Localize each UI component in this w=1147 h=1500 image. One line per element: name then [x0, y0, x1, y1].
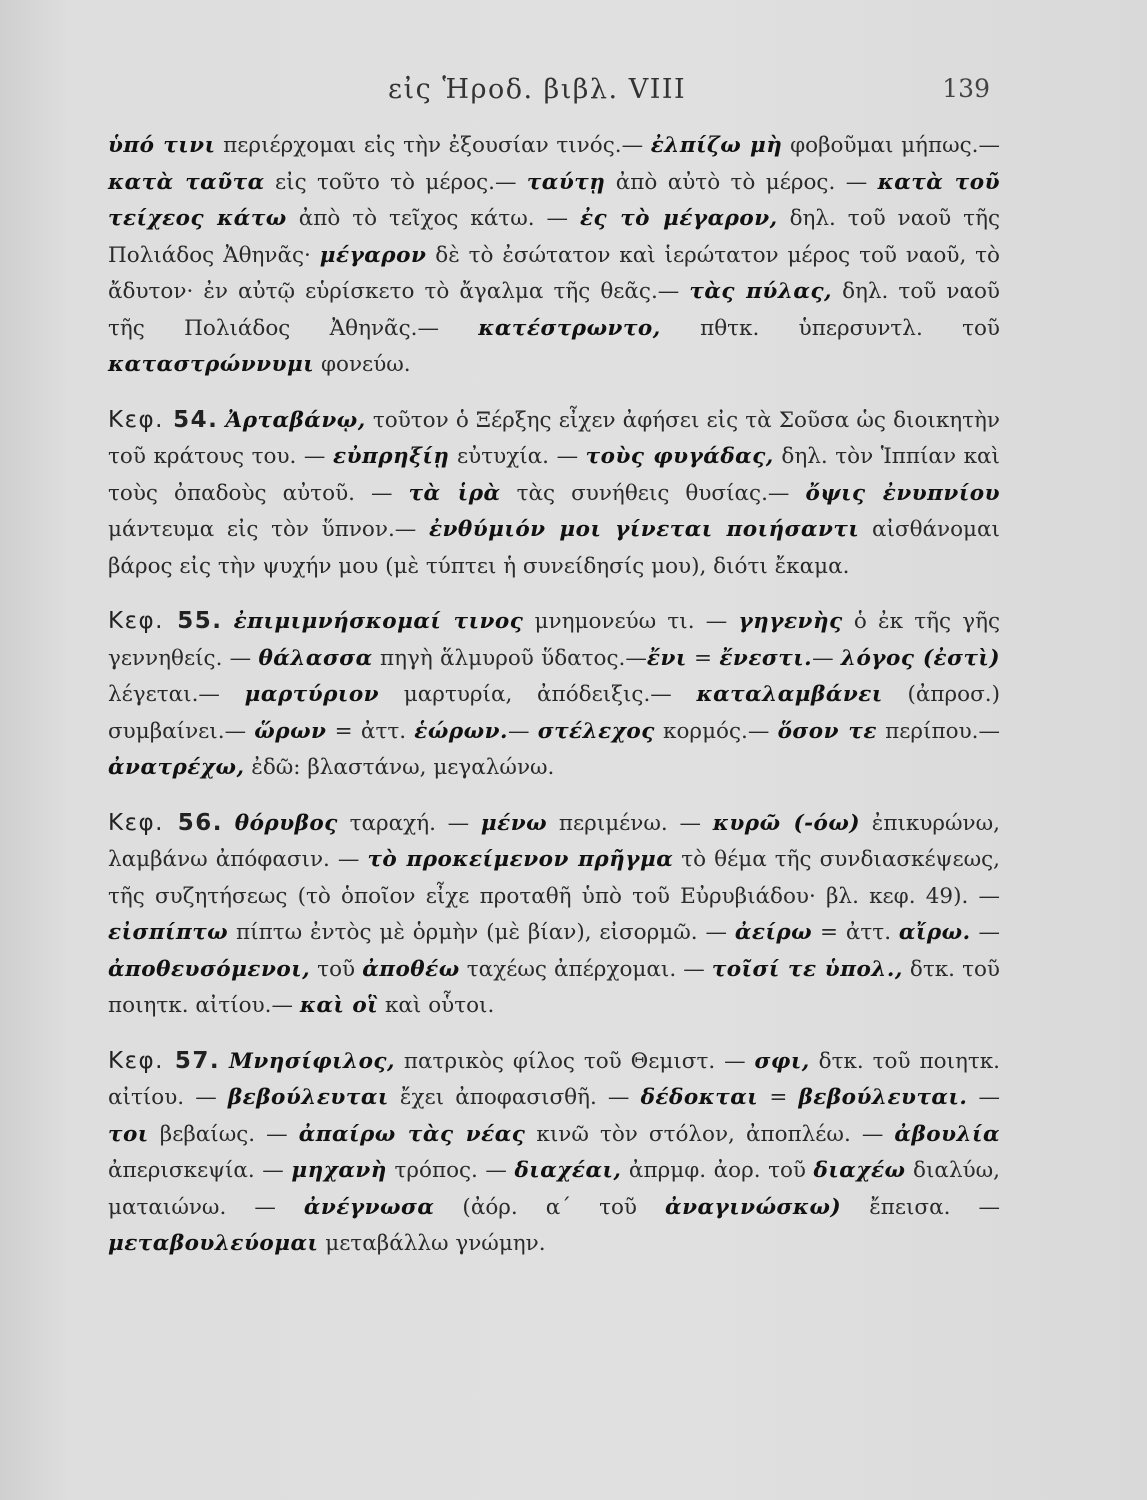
lemma: κατέστρωντο, — [478, 315, 661, 341]
lemma: θάλασσα — [258, 645, 373, 671]
lemma: ὄψις ἐνυπνίου — [805, 480, 1000, 506]
gloss: εἰς τοῦτο τὸ μέρος.— — [264, 169, 527, 195]
lemma: θόρυβος — [234, 810, 338, 836]
gloss: ἀπερισκεψία. — — [108, 1158, 292, 1183]
gloss: τὰς συνήθεις θυσίας.— — [500, 480, 806, 506]
lemma: ταύτῃ — [526, 169, 606, 195]
gloss: τρόπος. — — [386, 1158, 515, 1183]
gloss: ἔπεισα. — — [841, 1194, 1000, 1220]
chapter-word: Κεφ. — [108, 809, 164, 836]
lemma: μέγαρον — [319, 242, 427, 268]
chapter-word: Κεφ. — [108, 406, 164, 433]
gloss: — — [967, 1085, 1000, 1110]
chapter-number: 56. — [177, 809, 223, 836]
lemma: σφι, — [754, 1048, 810, 1074]
gloss: φονεύω. — [314, 352, 411, 377]
chapter-label — [108, 1048, 220, 1074]
page-number: 139 — [942, 74, 990, 103]
lemma: τὰς πύλας, — [689, 279, 833, 304]
gloss: πατρικὸς φίλος τοῦ Θεμιστ. — — [395, 1048, 755, 1074]
lemma: διαχέαι, — [514, 1158, 622, 1183]
lemma: κατὰ τοῦ τείχεος κάτω — [108, 169, 1001, 231]
intro-paragraph — [108, 128, 1000, 384]
gloss: βεβαίως. — — [148, 1121, 299, 1147]
gloss: περιμένω. — — [547, 810, 713, 836]
lemma: τοι — [108, 1121, 149, 1147]
gloss: διαλύω, ματαιώνω. — — [108, 1158, 1001, 1220]
gloss: ταραχή. — — [337, 810, 481, 836]
lemma: διαχέω — [813, 1158, 906, 1183]
gloss: κορμός.— — [654, 718, 778, 744]
gloss: πίπτω ἐντὸς μὲ ὁρμὴν (μὲ βίαν), εἰσορμῶ. — — [228, 920, 735, 945]
gloss: — — [508, 718, 538, 744]
gloss: αἰσθάνομαι βάρος εἰς τὴν ψυχήν μου (μὲ τύπτει ἡ συνείδησίς μου), διότι ἔκαμα. — [108, 517, 1000, 579]
running-title: εἰς Ἡροδ. βιβλ. VIII — [388, 74, 687, 105]
lemma: λόγος (ἐστὶ) — [840, 645, 1000, 671]
lemma: ἔνεστι. — [719, 645, 813, 671]
lemma: Ἀρταβάνῳ, — [225, 407, 366, 433]
page-body — [108, 128, 1000, 1263]
gloss: δὲ τὸ ἐσώτατον καὶ ἱερώτατον μέρος τοῦ ναοῦ, τὸ ἄδυτον· ἐν αὐτῷ εὑρίσκετο τὸ ἄγαλμα τῆς θεᾶς.— — [108, 242, 1000, 304]
lemma: μαρτύριον — [244, 682, 380, 707]
lemma: ἀποθέω — [362, 956, 460, 982]
lemma: εἰσπίπτω — [108, 920, 229, 945]
lemma: εὐπρηξίῃ — [333, 444, 450, 469]
gloss: τοῦ — [310, 956, 363, 982]
gloss: — — [970, 920, 1000, 945]
sections-container — [108, 402, 1000, 1263]
gloss: μνημονεύω τι. — — [523, 609, 739, 634]
gloss: ἀπὸ τὸ τεῖχος κάτω. — — [286, 206, 580, 231]
gloss: περίπου.— — [876, 718, 1000, 744]
chapter-word: Κεφ. — [108, 608, 164, 634]
lemma: ἀναγινώσκω) — [665, 1194, 842, 1220]
gloss: μάντευμα εἰς τὸν ὕπνον.— — [108, 517, 429, 542]
gloss: δτκ. τοῦ ποιητκ. αἰτίου.— — [108, 956, 1001, 1018]
lemma: ἀποθευσόμενοι, — [108, 956, 311, 982]
section-paragraph — [108, 402, 1000, 586]
chapter-label — [108, 608, 222, 634]
gloss: (ἀόρ. α΄ τοῦ — [434, 1194, 666, 1220]
gloss: ἐδῶ: βλαστάνω, μεγαλώνω. — [244, 755, 555, 780]
lemma: καταστρώννυμι — [108, 352, 315, 377]
lemma: ἀνέγνωσα — [303, 1194, 435, 1220]
gloss: ὁ ἐκ τῆς γῆς γεννηθείς. — — [108, 609, 1000, 671]
chapter-number: 55. — [177, 608, 223, 634]
lemma: καταλαμβάνει — [696, 682, 883, 707]
chapter-number: 57. — [174, 1047, 221, 1074]
lemma: μηχανὴ — [291, 1158, 387, 1183]
lemma: τὸ προκείμενον πρῆγμα — [367, 847, 674, 872]
gloss: δτκ. τοῦ ποιητκ. αἰτίου. — — [108, 1048, 1001, 1110]
lemma: τοῖσί τε ὑπολ., — [711, 956, 903, 982]
lemma: ἑώρων. — [414, 718, 508, 744]
gloss: κινῶ τὸν στόλον, ἀποπλέω. — — [525, 1121, 895, 1147]
gloss: ἔχει ἀποφασισθῆ. — — [388, 1085, 641, 1110]
lemma: δέδοκται — [640, 1085, 759, 1110]
gloss: δηλ. τὸν Ἱππίαν καὶ τοὺς ὀπαδοὺς αὐτοῦ. — — [108, 444, 1000, 506]
gloss: ἐπικυρώνω, λαμβάνω ἀπόφασιν. — — [108, 810, 1000, 872]
gloss: = ἀττ. — [812, 920, 899, 945]
lemma: στέλεχος — [537, 718, 655, 744]
gloss: (ἀπροσ.) συμβαίνει.— — [108, 682, 1001, 744]
chapter-label — [108, 810, 223, 836]
lemma: βεβούλευται — [227, 1085, 389, 1110]
lemma: ἀνατρέχω, — [108, 755, 245, 780]
gloss: ἀπὸ αὐτὸ τὸ μέρος. — — [605, 169, 878, 195]
lemma: ἐς τὸ μέγαρον, — [579, 206, 778, 231]
lemma: ἐλπίζω μὴ — [650, 133, 783, 158]
lemma: αἴρω. — [898, 920, 971, 945]
gloss: = ἀττ. — [326, 718, 415, 744]
gloss: πθτκ. ὑπερσυντλ. τοῦ — [660, 315, 1000, 341]
lemma: Μνησίφιλος, — [229, 1048, 395, 1074]
gloss: μεταβάλλω γνώμην. — [318, 1231, 546, 1256]
lemma: κατὰ ταῦτα — [108, 169, 265, 195]
gloss: περιέρχομαι εἰς τὴν ἐξουσίαν τινός.— — [215, 133, 651, 158]
section-paragraph — [108, 1043, 1000, 1263]
lemma: ἀβουλία — [894, 1121, 1001, 1147]
gloss: ταχέως ἀπέρχομαι. — — [459, 956, 712, 982]
lemma: μεταβουλεύομαι — [108, 1231, 319, 1256]
lemma: μένω — [480, 810, 548, 836]
gloss: λέγεται.— — [108, 682, 245, 707]
gloss: καὶ οὗτοι. — [378, 993, 495, 1018]
lemma: ἐπιμιμνήσκομαί τινος — [233, 609, 524, 634]
lemma: ὥρων — [254, 718, 327, 744]
gloss: πηγὴ ἅλμυροῦ ὕδατος.— — [372, 645, 647, 671]
gloss: — — [812, 645, 841, 671]
lemma: ὅσον τε — [777, 718, 877, 744]
lemma: ἀπαίρω τὰς νέας — [298, 1121, 526, 1147]
gloss: τοῦτον ὁ Ξέρξης εἶχεν ἀφήσει εἰς τὰ Σοῦσα ὡς διοικητὴν τοῦ κράτους του. — — [108, 407, 1000, 469]
chapter-number: 54. — [173, 406, 219, 433]
section-paragraph — [108, 603, 1000, 787]
chapter-label — [108, 407, 218, 433]
lemma: ἐνθύμιόν μοι γίνεται ποιήσαντι — [428, 517, 860, 542]
gloss: δηλ. τοῦ ναοῦ τῆς Πολιάδος Ἀθηνᾶς· — [108, 206, 1000, 268]
gloss: δηλ. τοῦ ναοῦ τῆς Πολιάδος Ἀθηνᾶς.— — [108, 279, 1000, 341]
gloss: = — [758, 1085, 799, 1110]
gloss: μαρτυρία, ἀπόδειξις.— — [379, 682, 697, 707]
lemma: κυρῶ (-όω) — [712, 810, 861, 836]
gloss: εὐτυχία. — — [449, 444, 586, 469]
lemma: γηγενὴς — [738, 609, 843, 634]
lemma: καὶ οἳ — [299, 993, 379, 1018]
lemma: ἔνι — [646, 645, 687, 671]
lemma: τοὺς φυγάδας, — [585, 444, 774, 469]
lemma: βεβούλευται. — [798, 1085, 968, 1110]
gloss: φοβοῦμαι μήπως.— — [782, 133, 1000, 158]
chapter-word: Κεφ. — [108, 1047, 164, 1074]
section-paragraph — [108, 805, 1000, 1025]
lemma: ἀείρω — [734, 920, 813, 945]
lemma: ὑπό τινι — [108, 133, 216, 158]
lemma: τὰ ἱρὰ — [408, 480, 501, 506]
page-header — [108, 74, 996, 114]
gloss: ἀπρμφ. ἀορ. τοῦ — [621, 1158, 814, 1183]
gloss: = — [686, 645, 720, 671]
gloss: τὸ θέμα τῆς συνδιασκέψεως, τῆς συζητήσεως (τὸ ὁποῖον εἶχε προταθῆ ὑπὸ τοῦ Εὐρυβιάδου· βλ. κεφ. 49). — — [108, 847, 1000, 909]
